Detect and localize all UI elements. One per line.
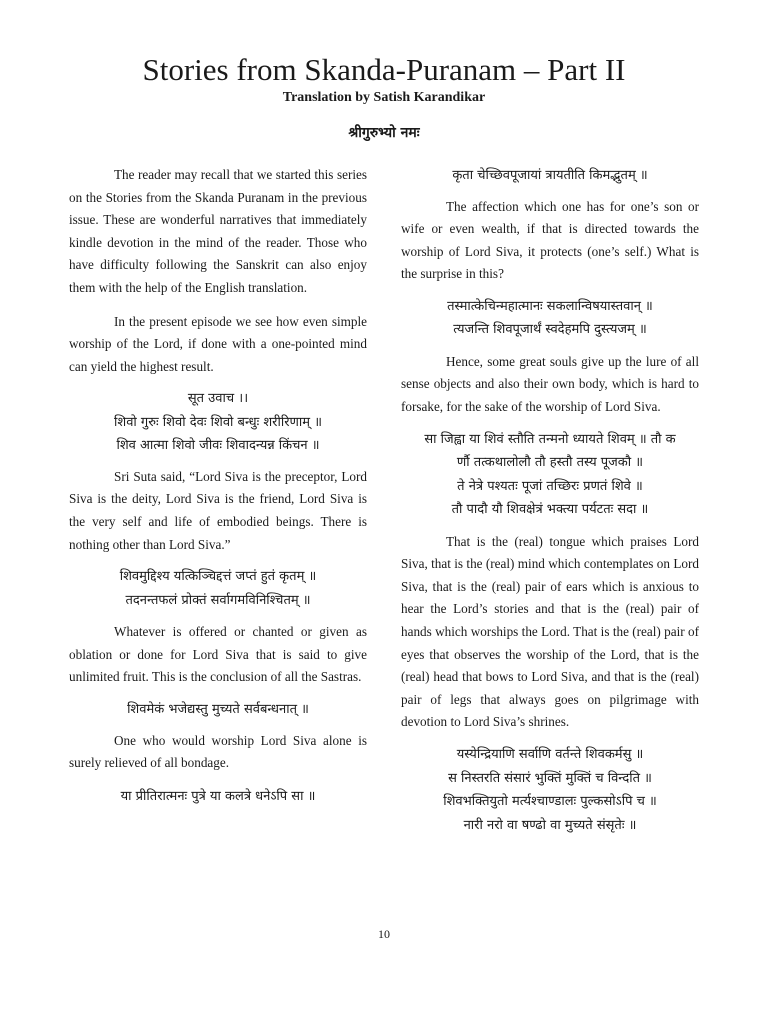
verse-line: सा जिह्वा या शिवं स्तौति तन्मनो ध्यायते शिवम् ॥ तौ क [424,431,676,447]
verse-line: तौ पादौ यौ शिवक्षेत्रं भक्त्या पर्यटतः सदा ॥ [451,502,649,518]
page-title: Stories from Skanda-Puranam – Part II [142,52,626,87]
verse-sa-jihva [401,428,699,522]
verse-yasyendriyani [401,743,699,837]
paragraph-bondage-translation: One who would worship Lord Siva alone is surely relieved of all bondage. [69,732,367,771]
verse-ya-pritih [69,785,367,809]
verse-line: तस्मात्केचिन्महात्मानः सकलान्विषयास्तवान् ॥ [447,298,653,314]
verse-krita-chet [401,164,699,188]
verse-line: शिवमुद्दिश्य यत्किञ्चिद्दत्तं जप्तं हुतं कृतम् ॥ [119,569,317,585]
verse-tasmat [401,295,699,342]
verse-line: शिवो गुरुः शिवो देवः शिवो बन्धुः शरीरिणाम् ॥ [114,414,322,430]
verse-line: नारी नरो वा षण्ढो वा मुच्यते संसृतेः ॥ [463,817,637,833]
translator-credit: Translation by Satish Karandikar [282,90,486,105]
verse-line: सूत उवाच ।। [187,391,249,407]
verse-line: तदनन्तफलं प्रोक्तं सर्वागमविनिश्चितम् ॥ [125,592,311,608]
verse-line: यस्येन्द्रियाणि सर्वाणि वर्तन्ते शिवकर्मसु ॥ [456,747,644,762]
verse-shivam-ekam [69,698,367,722]
verse-line: स निस्तरति संसारं भुक्तिं मुक्तिं च विन्दति ॥ [448,770,652,786]
paragraph-great-souls-translation: Hence, some great souls give up the lure of all sense objects and also their own body, which is hard to forsake, for the sake of the worship of Lord Siva. [401,353,699,415]
page-number: 10 [378,927,390,941]
verse-shivam-uddishya [69,565,367,612]
paragraph-suta-translation: Sri Suta said, “Lord Siva is the preceptor, Lord Siva is the deity, Lord Siva is the friend, Lord Siva is the very self and life of embodied beings. There is nothing other than Lord Siva.” [69,468,367,552]
verse-line: ते नेत्रे पश्यतः पूजां तच्छिरः प्रणतं शिवे ॥ [457,478,643,494]
verse-line: कृता चेच्छिवपूजायां त्रायतीति किमद्भुतम् ॥ [452,168,648,183]
left-column [69,164,367,808]
right-column [401,164,699,837]
paragraph-offering-translation: Whatever is offered or chanted or given as oblation or done for Lord Siva that is said to give unlimited fruit. This is the conclusion of all the Sastras. [69,624,367,685]
verse-suta-uvacha [69,387,367,458]
verse-line: र्णौ तत्कथालोलौ तौ हस्तौ तस्य पूजकौ ॥ [456,455,644,471]
verse-line: शिवभक्तियुतो मर्त्यश्चाण्डालः पुल्कसोऽपि च ॥ [443,794,657,809]
paragraph-episode: In the present episode we see how even simple worship of the Lord, if done with a one-pointed mind can yield the highest result. [69,313,367,374]
verse-line: शिव आत्मा शिवो जीवः शिवादन्यन्न किंचन ॥ [116,438,320,454]
paragraph-intro: The reader may recall that we started this series on the Stories from the Skanda Puranam in the previous issue. These are wonderful narratives that immediately kindle devotion in the mind of the reader. Those who have difficulty following the Sanskrit can also enjoy them with the help of the English translation. [69,167,367,295]
verse-line: त्यजन्ति शिवपूजार्थं स्वदेहमपि दुस्त्यजम् ॥ [453,322,647,338]
verse-line: शिवमेकं भजेद्यस्तु मुच्यते सर्वबन्धनात् ॥ [127,702,309,717]
invocation: श्रीगुरुभ्यो नमः [348,125,420,141]
verse-line: या प्रीतिरात्मनः पुत्रे या कलत्रे धनेऽपि सा ॥ [120,788,316,804]
paragraph-real-tongue-translation: That is the (real) tongue which praises Lord Siva, that is the (real) mind which contemplates on Lord Siva, that is the (real) pair of ears which is anxious to hear the Lord’s stories and that is the (real) pair of hands which worships the Lord. That is the (real) pair of eyes that observes the worship of the Lord, that is the (real) head that bows to Lord Siva, and that is the (real) pair of legs that always goes on pilgrimage with devotion to Lord Siva’s shrines. [401,533,699,730]
paragraph-affection-translation: The affection which one has for one’s son or wife or even wealth, if that is directed towards the worship of Lord Siva, it protects (one’s self.) What is the surprise in this? [401,198,699,282]
